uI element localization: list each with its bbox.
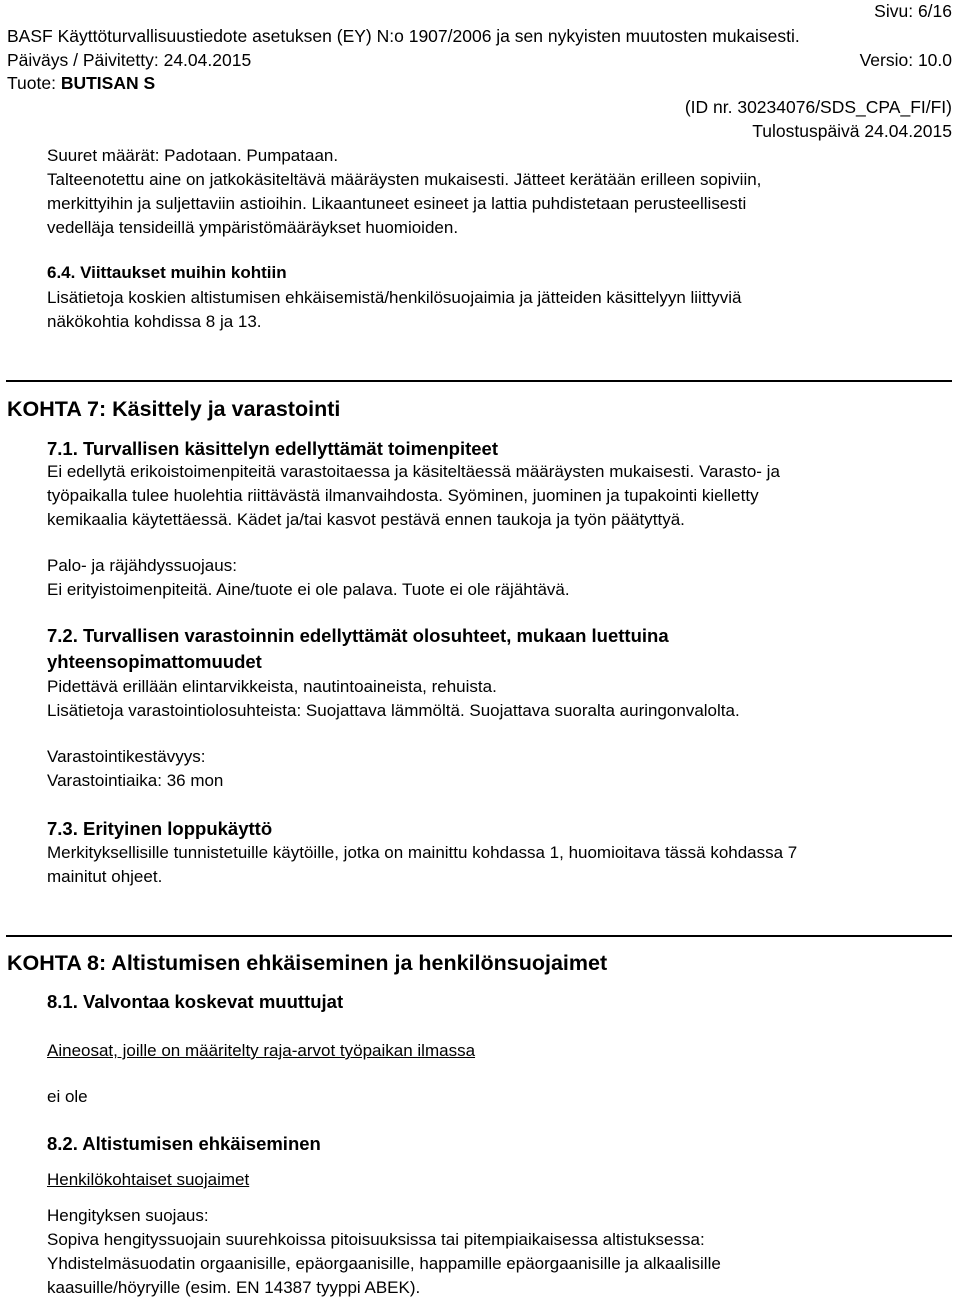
text-line: Pidettävä erillään elintarvikkeista, nautintoaineista, rehuista. — [47, 677, 497, 696]
product-line — [7, 73, 155, 93]
text-line: Lisätietoja varastointiolosuhteista: Suojattava lämmöltä. Suojattava suoralta auringonvalolta. — [47, 701, 740, 720]
product-name: BUTISAN S — [60, 73, 156, 93]
date-line: Päiväys / Päivitetty: 24.04.2015 — [7, 50, 252, 70]
text-line: kemikaalia käytettäessä. Kädet ja/tai kasvot pestävä ennen taukoja ja työn päätyttyä. — [47, 510, 685, 529]
section-8-1-title: 8.1. Valvontaa koskevat muuttujat — [47, 991, 344, 1012]
section-7-2-text — [47, 675, 952, 723]
text-line: Talteenotettu aine on jatkokäsiteltävä määräysten mukaisesti. Jätteet kerätään erilleen sopiviin, — [47, 170, 762, 189]
section-divider — [6, 380, 952, 382]
page-number: Sivu: 6/16 — [874, 1, 952, 21]
storage-stability-label: Varastointikestävyys: — [47, 747, 206, 766]
text-line: Suuret määrät: Padotaan. Pumpataan. — [47, 146, 339, 165]
section-6-4-text — [47, 286, 952, 334]
version: Versio: 10.0 — [859, 50, 952, 70]
section-8-2-title: 8.2. Altistumisen ehkäiseminen — [47, 1133, 321, 1154]
document-id: (ID nr. 30234076/SDS_CPA_FI/FI) — [684, 97, 952, 117]
section-7-title: KOHTA 7: Käsittely ja varastointi — [7, 397, 341, 421]
spill-cleanup-text — [47, 144, 952, 240]
fire-protection-block — [47, 554, 952, 602]
text-line: työpaikalla tulee huolehtia riittävästä ilmanvaihdosta. Syöminen, juominen ja tupakointi kielletty — [47, 486, 759, 505]
product-prefix: Tuote: — [7, 73, 56, 93]
text-line: merkittyihin ja suljettaviin astioihin. Likaantuneet esineet ja lattia puhdistetaan perusteellisesti — [47, 194, 747, 213]
storage-stability-block — [47, 745, 952, 793]
text-line: Yhdistelmäsuodatin orgaanisille, epäorgaanisille, happamille epäorgaanisille ja alkaalisille — [47, 1254, 721, 1273]
text-line: mainitut ohjeet. — [47, 867, 163, 886]
respiratory-protection-label: Hengityksen suojaus: — [47, 1206, 209, 1225]
text-line: kaasuille/höyryille (esim. EN 14387 tyyppi ABEK). — [47, 1278, 421, 1297]
text-line: vedelläja tensideillä ympäristömääräykset huomioiden. — [47, 218, 459, 237]
section-7-3-text — [47, 841, 952, 889]
text-line: Merkityksellisille tunnistetuille käytöille, jotka on mainittu kohdassa 1, huomioitava tässä kohdassa 7 — [47, 843, 798, 862]
regulation-line: BASF Käyttöturvallisuustiedote asetuksen (EY) N:o 1907/2006 ja sen nykyisten muutosten mukaisesti. — [7, 26, 800, 46]
section-7-3-title: 7.3. Erityinen loppukäyttö — [47, 818, 273, 839]
section-7-2-title-cont: yhteensopimattomuudet — [47, 651, 262, 672]
section-7-1-text — [47, 460, 952, 532]
section-7-2-title: 7.2. Turvallisen varastoinnin edellyttämät olosuhteet, mukaan luettuina — [47, 625, 669, 646]
fire-protection-text: Ei erityistoimenpiteitä. Aine/tuote ei ole palava. Tuote ei ole räjähtävä. — [47, 580, 570, 599]
text-line: näkökohtia kohdissa 8 ja 13. — [47, 312, 262, 331]
storage-stability-value: Varastointiaika: 36 mon — [47, 771, 224, 790]
print-date: Tulostuspäivä 24.04.2015 — [752, 121, 952, 141]
text-line: Lisätietoja koskien altistumisen ehkäisemistä/henkilösuojaimia ja jätteiden käsittelyyn liittyviä — [47, 288, 742, 307]
limit-values-value: ei ole — [47, 1087, 88, 1106]
text-line: Ei edellytä erikoistoimenpiteitä varastoitaessa ja käsiteltäessä määräysten mukaisesti. Varasto- ja — [47, 462, 780, 481]
fire-protection-label: Palo- ja räjähdyssuojaus: — [47, 556, 237, 575]
respiratory-protection-block — [47, 1204, 952, 1300]
section-6-4-title: 6.4. Viittaukset muihin kohtiin — [47, 263, 287, 282]
text-line: Sopiva hengityssuojain suurehkoissa pitoisuuksissa tai pitempiaikaisessa altistuksessa: — [47, 1230, 705, 1249]
limit-values-heading: Aineosat, joille on määritelty raja-arvot työpaikan ilmassa — [47, 1041, 476, 1060]
section-7-1-title: 7.1. Turvallisen käsittelyn edellyttämät toimenpiteet — [47, 438, 499, 459]
section-8-title: KOHTA 8: Altistumisen ehkäiseminen ja henkilönsuojaimet — [7, 951, 608, 975]
personal-protection-heading: Henkilökohtaiset suojaimet — [47, 1170, 250, 1189]
section-divider — [6, 935, 952, 937]
